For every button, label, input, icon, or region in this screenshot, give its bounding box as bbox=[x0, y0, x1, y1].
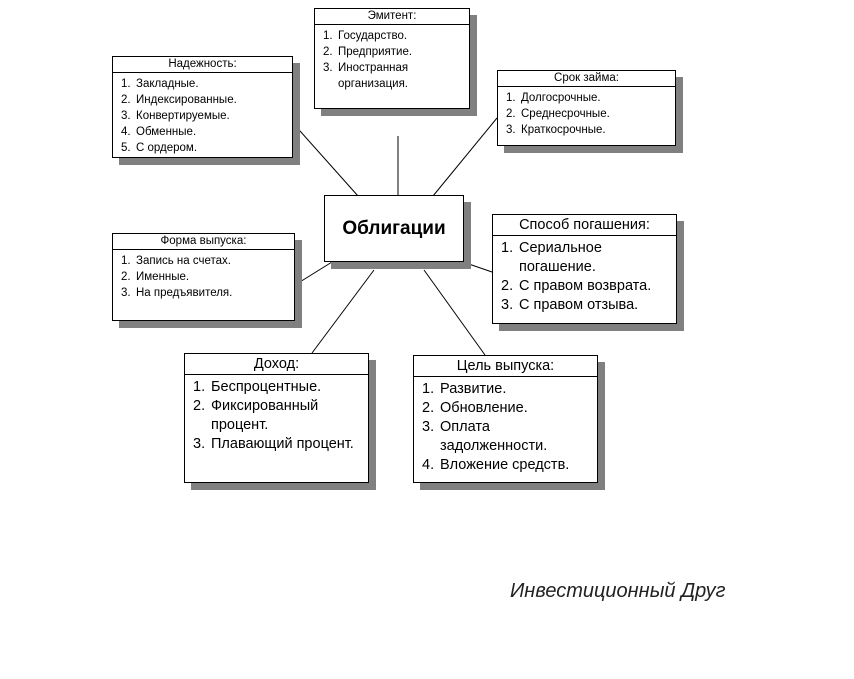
list-item: 4. Обменные. bbox=[121, 126, 197, 139]
list-item: 3. С правом отзыва. bbox=[501, 296, 639, 313]
box-emitent-title: Эмитент: bbox=[315, 9, 469, 25]
watermark-text: Инвестиционный Друг bbox=[510, 580, 726, 602]
list-item: 3. Краткосрочные. bbox=[506, 124, 606, 137]
box-term-title: Срок займа: bbox=[498, 71, 675, 87]
list-item: 1. Государство. bbox=[323, 30, 408, 43]
box-term-list bbox=[498, 87, 675, 141]
box-repayment bbox=[492, 214, 677, 324]
list-item: 1. Развитие. bbox=[422, 380, 507, 397]
box-purpose-title: Цель выпуска: bbox=[414, 356, 597, 377]
box-reliability-list bbox=[113, 73, 292, 159]
list-item: 1. Долгосрочные. bbox=[506, 92, 601, 105]
list-item: 3. Плавающий процент. bbox=[193, 435, 354, 452]
box-income bbox=[184, 353, 369, 483]
connector-term bbox=[433, 118, 497, 196]
list-item: 1. Закладные. bbox=[121, 78, 199, 91]
box-repayment-title: Способ погашения: bbox=[493, 215, 676, 236]
list-item: 1. Сериальное погашение. bbox=[501, 239, 602, 275]
box-reliability bbox=[112, 56, 293, 158]
connector-income bbox=[312, 270, 374, 353]
list-item: 2. Фиксированный процент. bbox=[193, 397, 319, 433]
box-income-list bbox=[185, 375, 368, 457]
box-emitent bbox=[314, 8, 470, 109]
list-item: 3. Конвертируемые. bbox=[121, 110, 230, 123]
list-item: 2. Обновление. bbox=[422, 399, 528, 416]
list-item: 3. Оплата задолженности. bbox=[422, 418, 548, 454]
connector-repayment bbox=[463, 262, 492, 272]
connector-form bbox=[295, 262, 332, 285]
list-item: 2. Именные. bbox=[121, 271, 190, 284]
box-reliability-title: Надежность: bbox=[113, 57, 292, 73]
box-purpose-list bbox=[414, 377, 597, 478]
box-center-bonds bbox=[324, 195, 464, 262]
list-item: 5. С ордером. bbox=[121, 142, 198, 155]
connector-purpose bbox=[424, 270, 485, 355]
list-item: 2. Индексированные. bbox=[121, 94, 237, 107]
list-item: 2. Предприятие. bbox=[323, 46, 413, 59]
box-purpose bbox=[413, 355, 598, 483]
list-item: 1. Запись на счетах. bbox=[121, 255, 231, 268]
list-item: 3. Иностранная организация. bbox=[323, 62, 409, 91]
connector-reliability bbox=[292, 122, 358, 196]
box-form bbox=[112, 233, 295, 321]
list-item: 3. На предъявителя. bbox=[121, 287, 233, 300]
box-term bbox=[497, 70, 676, 146]
list-item: 4. Вложение средств. bbox=[422, 456, 570, 473]
box-income-title: Доход: bbox=[185, 354, 368, 375]
box-emitent-list bbox=[315, 25, 469, 95]
list-item: 2. Среднесрочные. bbox=[506, 108, 610, 121]
box-form-list bbox=[113, 250, 294, 304]
center-title: Облигации bbox=[342, 217, 446, 239]
box-repayment-list bbox=[493, 236, 676, 318]
list-item: 1. Беспроцентные. bbox=[193, 378, 322, 395]
list-item: 2. С правом возврата. bbox=[501, 277, 652, 294]
box-form-title: Форма выпуска: bbox=[113, 234, 294, 250]
